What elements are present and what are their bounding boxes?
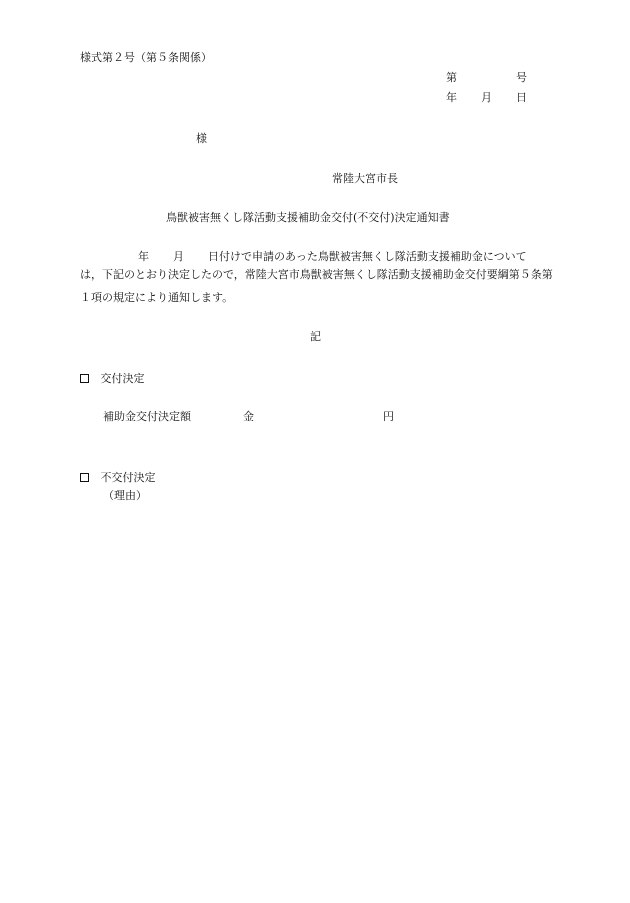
body-year: 年 [138, 250, 149, 263]
nongrant-label: 不交付決定 [100, 471, 156, 484]
body-text-rest: は，下記のとおり決定したので，常陸大宮市鳥獣被害無くし隊活動支援補助金交付要綱第５条第１項の規定により通知します。 [80, 268, 553, 304]
ki-heading: 記 [310, 330, 321, 343]
nongrant-reason: （理由） [103, 489, 147, 502]
nongrant-checkbox[interactable] [80, 473, 89, 482]
date-year: 年 [446, 91, 457, 104]
date-month: 月 [481, 91, 492, 104]
amount-label: 補助金交付決定額 [103, 410, 191, 423]
grant-section [80, 373, 145, 384]
amount-yen: 円 [383, 410, 394, 423]
grant-label: 交付決定 [100, 372, 145, 385]
document-title: 鳥獣被害無くし隊活動支援補助金交付(不交付)決定通知書 [166, 211, 450, 224]
body-text-line1: 日付けで申請のあった鳥獣被害無くし隊活動支援補助金について [208, 250, 527, 263]
number-suffix: 号 [516, 71, 527, 84]
amount-kin: 金 [243, 410, 254, 423]
date-day: 日 [516, 91, 527, 104]
form-number: 様式第２号（第５条関係） [80, 51, 212, 64]
sender-name: 常陸大宮市長 [332, 172, 398, 185]
number-prefix: 第 [446, 71, 457, 84]
nongrant-section [80, 472, 156, 483]
recipient-honorific: 様 [196, 132, 207, 145]
grant-checkbox[interactable] [80, 374, 89, 383]
body-month: 月 [173, 250, 184, 263]
